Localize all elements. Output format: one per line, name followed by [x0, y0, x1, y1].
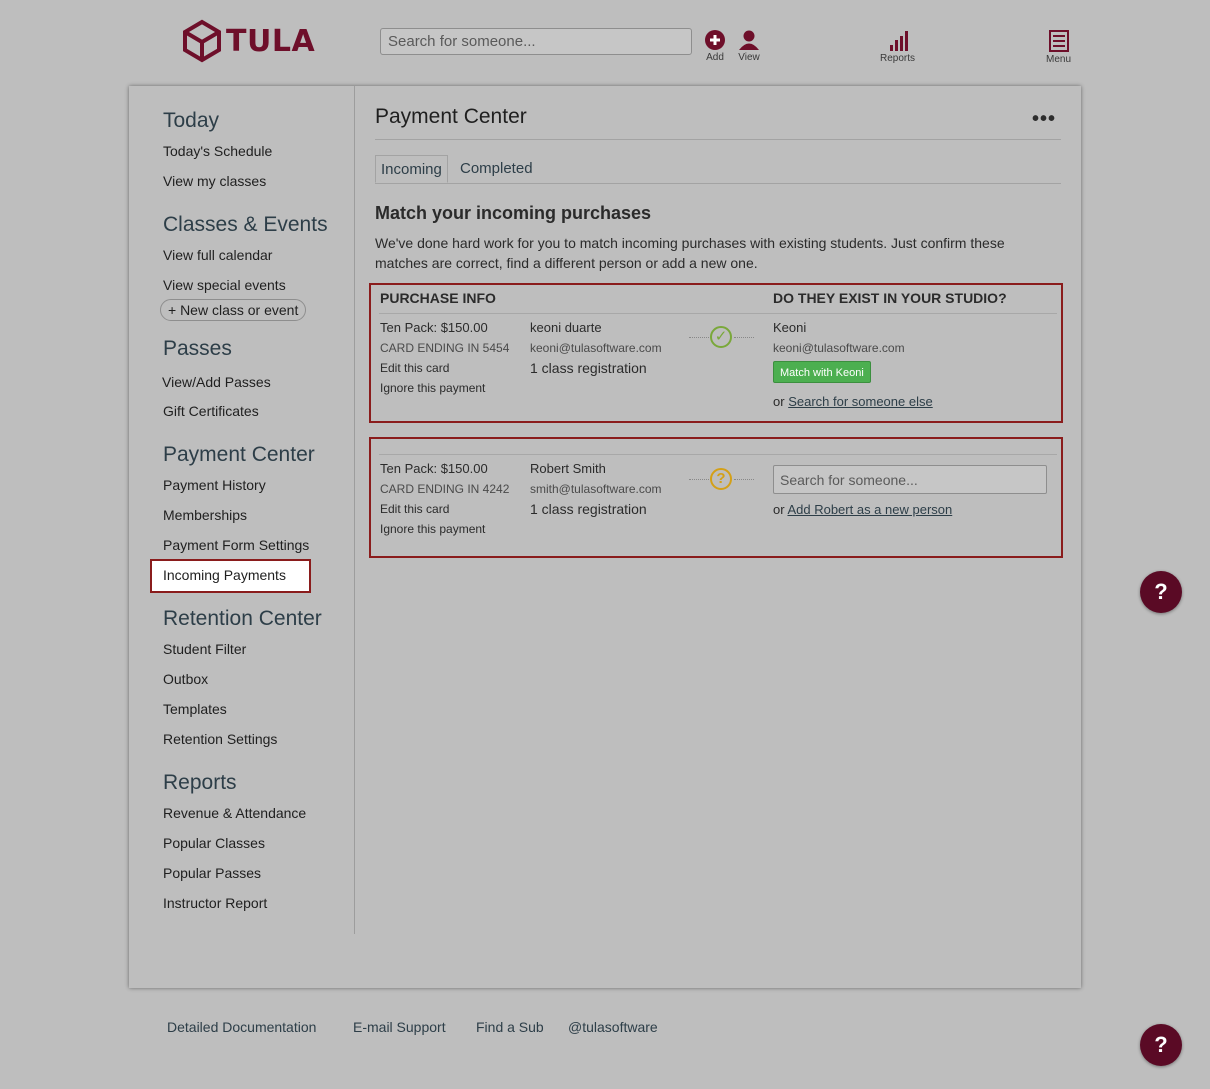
section-passes: Passes — [163, 337, 232, 360]
buyer-name: keoni duarte — [530, 320, 602, 335]
content-card — [129, 86, 1081, 988]
sidebar-item-todays-schedule[interactable]: Today's Schedule — [163, 143, 273, 159]
sidebar-nav — [129, 86, 355, 934]
section-today: Today — [163, 109, 220, 132]
connector-dots — [734, 337, 754, 338]
view-label: View — [738, 52, 760, 63]
connector-dots — [689, 479, 709, 480]
alt-action-row — [773, 502, 952, 517]
ignore-payment-link[interactable]: Ignore this payment — [380, 522, 486, 536]
menu-list-icon — [1049, 30, 1069, 52]
sidebar-item-gift-certificates[interactable]: Gift Certificates — [163, 403, 259, 419]
tab-incoming[interactable]: Incoming — [375, 155, 448, 183]
sidebar-item-popular-classes[interactable]: Popular Classes — [163, 835, 265, 851]
footer-link-documentation[interactable]: Detailed Documentation — [167, 1019, 317, 1035]
sidebar-item-memberships[interactable]: Memberships — [163, 507, 248, 523]
sidebar-item-revenue-attendance[interactable]: Revenue & Attendance — [163, 805, 307, 821]
question-circle-icon: ? — [710, 468, 732, 490]
more-options-icon[interactable]: ••• — [1032, 108, 1057, 130]
reports-button[interactable] — [880, 30, 915, 64]
sidebar-item-incoming-payments[interactable]: Incoming Payments — [163, 567, 286, 583]
tula-logo-icon — [182, 19, 222, 63]
person-icon — [738, 30, 760, 50]
match-email: keoni@tulasoftware.com — [773, 341, 905, 355]
card-ending: CARD ENDING IN 5454 — [380, 341, 510, 355]
section-retention-center: Retention Center — [163, 607, 322, 630]
connector-dots — [689, 337, 709, 338]
sidebar-item-retention-settings[interactable]: Retention Settings — [163, 731, 278, 747]
footer-link-find-sub[interactable]: Find a Sub — [476, 1019, 544, 1035]
tula-logo[interactable] — [182, 19, 315, 63]
header-divider — [379, 454, 1057, 455]
section-classes-events: Classes & Events — [163, 213, 328, 236]
check-circle-icon: ✓ — [710, 326, 732, 348]
section-payment-center: Payment Center — [163, 443, 315, 466]
or-text: or — [773, 502, 785, 517]
match-button[interactable]: Match with Keoni — [773, 361, 871, 383]
edit-card-link[interactable]: Edit this card — [380, 361, 450, 375]
tab-completed[interactable]: Completed — [460, 160, 533, 177]
reports-label: Reports — [880, 53, 916, 64]
match-name: Keoni — [773, 320, 807, 335]
header-divider — [379, 313, 1057, 314]
help-button[interactable]: ? — [1140, 1024, 1182, 1066]
sidebar-item-instructor-report[interactable]: Instructor Report — [163, 895, 268, 911]
sidebar-item-student-filter[interactable]: Student Filter — [163, 641, 247, 657]
add-new-person-link[interactable]: Add Robert as a new person — [787, 502, 953, 517]
sidebar-item-view-add-passes[interactable]: View/Add Passes — [162, 374, 271, 390]
edit-card-link[interactable]: Edit this card — [380, 502, 450, 516]
registration-count: 1 class registration — [530, 360, 647, 376]
page-title: Payment Center — [375, 105, 527, 128]
bar-chart-icon — [888, 30, 908, 51]
card-ending: CARD ENDING IN 4242 — [380, 482, 510, 496]
sidebar-item-payment-form-settings[interactable]: Payment Form Settings — [163, 537, 310, 553]
purchase-info-header: PURCHASE INFO — [380, 290, 496, 306]
menu-button[interactable] — [1046, 30, 1071, 65]
sidebar-item-popular-passes[interactable]: Popular Passes — [163, 865, 262, 881]
sidebar-item-special-events[interactable]: View special events — [163, 277, 286, 293]
alt-action-row — [773, 394, 933, 409]
new-class-event-button[interactable]: + New class or event — [160, 299, 306, 321]
footer-link-email-support[interactable]: E-mail Support — [353, 1019, 446, 1035]
add-label: Add — [706, 52, 724, 63]
sidebar-item-templates[interactable]: Templates — [163, 701, 227, 717]
help-button[interactable]: ? — [1140, 571, 1182, 613]
or-text: or — [773, 394, 785, 409]
tab-bar — [375, 155, 1061, 184]
sidebar-item-full-calendar[interactable]: View full calendar — [163, 247, 273, 263]
intro-text: We've done hard work for you to match incoming purchases with existing students. Just confirm these matches are correct, find a different person or add a new one. — [375, 235, 1005, 271]
sidebar-item-payment-history[interactable]: Payment History — [163, 477, 266, 493]
add-button[interactable] — [705, 30, 725, 63]
purchase-card — [369, 283, 1063, 423]
view-button[interactable] — [738, 30, 760, 63]
purchase-item: Ten Pack: $150.00 — [380, 320, 488, 335]
sidebar-item-outbox[interactable]: Outbox — [163, 671, 209, 687]
person-search-input[interactable] — [773, 465, 1047, 494]
connector-dots — [734, 479, 754, 480]
purchase-card — [369, 437, 1063, 558]
buyer-name: Robert Smith — [530, 461, 606, 476]
buyer-email: keoni@tulasoftware.com — [530, 341, 662, 355]
search-someone-else-link[interactable]: Search for someone else — [788, 394, 933, 409]
exist-header: DO THEY EXIST IN YOUR STUDIO? — [773, 290, 1007, 306]
buyer-email: smith@tulasoftware.com — [530, 482, 662, 496]
menu-label: Menu — [1046, 54, 1072, 65]
sidebar-item-view-my-classes[interactable]: View my classes — [163, 173, 267, 189]
footer-link-twitter[interactable]: @tulasoftware — [568, 1019, 658, 1035]
purchase-item: Ten Pack: $150.00 — [380, 461, 488, 476]
section-reports: Reports — [163, 771, 237, 794]
plus-circle-icon — [705, 30, 725, 50]
title-divider — [375, 139, 1061, 140]
header-search-input[interactable] — [380, 28, 692, 55]
brand-name: TULA — [226, 23, 316, 59]
section-heading: Match your incoming purchases — [375, 203, 652, 223]
ignore-payment-link[interactable]: Ignore this payment — [380, 381, 486, 395]
registration-count: 1 class registration — [530, 501, 647, 517]
